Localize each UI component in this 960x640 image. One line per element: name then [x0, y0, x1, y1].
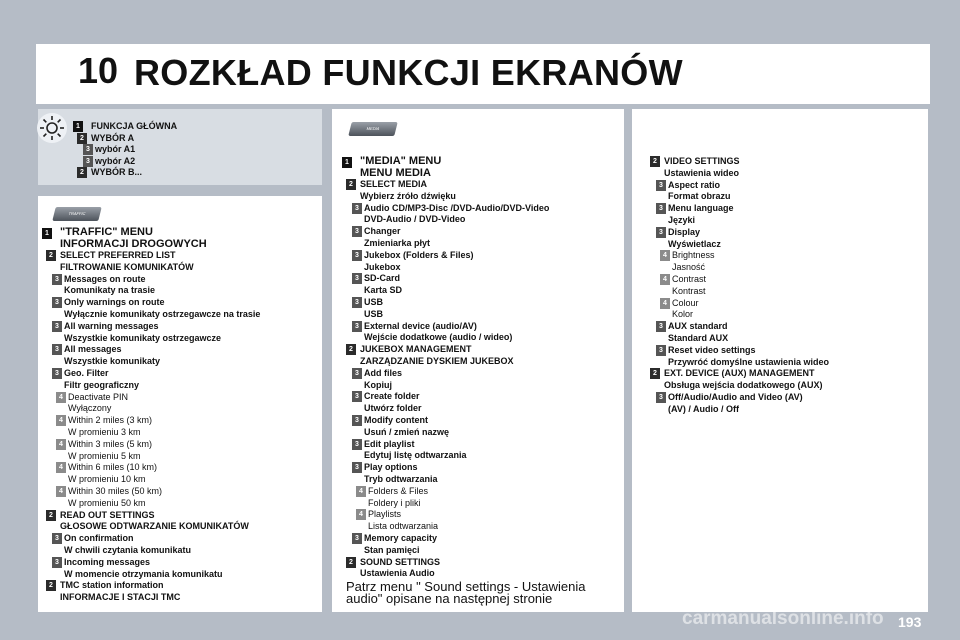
note-line-1: Patrz menu " Sound settings - Ustawienia	[346, 579, 586, 594]
level-4-badge: 4	[56, 392, 66, 403]
menu-item-text: W promieniu 10 km	[68, 474, 146, 485]
level-3-badge: 3	[83, 144, 93, 155]
menu-item-text: On confirmation	[64, 533, 134, 544]
menu-item-text: FILTROWANIE KOMUNIKATÓW	[60, 261, 194, 272]
menu-item-text: Utwórz folder	[364, 403, 422, 414]
menu-item-text: Only warnings on route	[64, 297, 165, 308]
menu-item-text: Ustawienia Audio	[360, 568, 435, 579]
menu-item-text: wybór A1	[95, 144, 136, 154]
level-4-badge: 4	[660, 298, 670, 309]
menu-item-text: W chwili czytania komunikatu	[64, 545, 192, 555]
menu-item-text: MENU MEDIA	[360, 167, 431, 179]
page-number: 193	[898, 614, 922, 630]
level-2-badge: 2	[46, 510, 56, 521]
menu-item-text: "TRAFFIC" MENU	[60, 226, 153, 238]
menu-item-text: SOUND SETTINGS	[360, 556, 441, 567]
menu-item-text: DVD-Audio / DVD-Video	[364, 214, 466, 225]
menu-item-text: Wszystkie komunikaty	[64, 356, 161, 367]
chapter-number: 10	[78, 50, 119, 91]
menu-item-text: Format obrazu	[668, 191, 731, 202]
menu-item-text: Wszystkie komunikaty ostrzegawcze	[64, 332, 222, 343]
menu-item-text: EXT. DEVICE (AUX) MANAGEMENT	[664, 368, 815, 379]
menu-item-text: Jukebox (Folders & Files)	[364, 249, 474, 260]
menu-item-text: Display	[668, 226, 701, 237]
menu-item-text: Filtr geograficzny	[64, 379, 140, 390]
page-title: ROZKŁAD FUNKCJI EKRANÓW	[134, 52, 683, 93]
menu-item-text: Add files	[364, 367, 403, 378]
level-3-badge: 3	[352, 368, 362, 379]
menu-item-text: USB	[364, 308, 384, 319]
menu-item-text: WYBÓR A	[91, 132, 135, 143]
level-2-badge: 2	[346, 179, 356, 190]
menu-item-text: Karta SD	[364, 285, 403, 296]
menu-item-text: Jasność	[672, 262, 706, 273]
level-2-badge: 2	[77, 133, 87, 144]
menu-item-text: Audio CD/MP3-Disc /DVD-Audio/DVD-Video	[364, 202, 550, 213]
level-2-badge: 2	[650, 368, 660, 379]
menu-item-text: Messages on route	[64, 273, 146, 284]
level-3-badge: 3	[352, 226, 362, 237]
level-2-badge: 2	[46, 250, 56, 261]
menu-item-text: Modify content	[364, 415, 428, 425]
menu-item-text: Reset video settings	[668, 344, 756, 355]
menu-item-text: TMC station information	[60, 580, 164, 591]
level-3-badge: 3	[352, 321, 362, 332]
menu-item-text: ZARZĄDZANIE DYSKIEM JUKEBOX	[360, 356, 514, 366]
level-3-badge: 3	[52, 533, 62, 544]
menu-item-text: Incoming messages	[64, 556, 151, 567]
menu-item-text: Lista odtwarzania	[368, 521, 439, 532]
menu-item-text: Brightness	[672, 250, 715, 261]
menu-item-text: SD-Card	[364, 273, 401, 284]
menu-item-text: VIDEO SETTINGS	[664, 156, 740, 166]
level-3-badge: 3	[352, 462, 362, 473]
menu-item-text: Edit playlist	[364, 438, 415, 449]
menu-item-text: Within 6 miles (10 km)	[68, 462, 158, 473]
menu-item-text: Playlists	[368, 509, 402, 520]
level-4-badge: 4	[56, 486, 66, 497]
menu-item-text: All warning messages	[64, 320, 159, 331]
level-4-badge: 4	[56, 415, 66, 426]
menu-item-text: Within 30 miles (50 km)	[68, 486, 163, 496]
level-4-badge: 4	[56, 439, 66, 450]
menu-item-text: Kontrast	[672, 285, 706, 296]
level-3-badge: 3	[352, 415, 362, 426]
menu-item-text: USB	[364, 297, 384, 307]
menu-item-text: W momencie otrzymania komunikatu	[64, 568, 223, 579]
menu-item-text: Przywróć domyślne ustawienia wideo	[668, 356, 830, 367]
menu-item-text: Ustawienia wideo	[664, 167, 740, 178]
menu-item-text: Tryb odtwarzania	[364, 474, 438, 484]
level-3-badge: 3	[352, 533, 362, 544]
level-2-badge: 2	[346, 344, 356, 355]
menu-item-text: SELECT PREFERRED LIST	[60, 250, 176, 260]
menu-item-text: W promieniu 50 km	[68, 497, 146, 508]
menu-item-text: Wyłączony	[68, 403, 112, 414]
level-2-badge: 2	[346, 557, 356, 568]
menu-item-text: AUX standard	[668, 321, 728, 332]
level-4-badge: 4	[660, 274, 670, 285]
menu-item-text: Stan pamięci	[364, 544, 420, 555]
level-3-badge: 3	[656, 227, 666, 238]
menu-item-text: "MEDIA" MENU	[360, 155, 442, 167]
menu-item-text: INFORMACJI DROGOWYCH	[60, 238, 207, 250]
menu-item-text: W promieniu 3 km	[68, 427, 141, 437]
level-4-badge: 4	[660, 250, 670, 261]
level-1-badge: 1	[342, 157, 352, 168]
level-2-badge: 2	[77, 167, 87, 178]
watermark: carmanualsonline.info	[682, 608, 884, 629]
menu-item-text: Memory capacity	[364, 533, 438, 543]
menu-item-text: READ OUT SETTINGS	[60, 509, 155, 520]
menu-item-text: Obsługa wejścia dodatkowego (AUX)	[664, 380, 823, 391]
level-4-badge: 4	[56, 462, 66, 473]
menu-item-text: Wyświetlacz	[668, 238, 721, 249]
menu-item-text: Play options	[364, 462, 418, 473]
menu-item-text: Within 2 miles (3 km)	[68, 415, 153, 426]
menu-item-text: (AV) / Audio / Off	[668, 403, 739, 414]
menu-item-text: Menu language	[668, 203, 734, 214]
menu-item-text: Wyłącznie komunikaty ostrzegawcze na trasie	[64, 309, 261, 319]
level-3-badge: 3	[52, 557, 62, 568]
level-1-badge: 1	[73, 121, 83, 132]
level-3-badge: 3	[352, 297, 362, 308]
level-3-badge: 3	[52, 321, 62, 332]
menu-item-text: Create folder	[364, 391, 420, 402]
level-2-badge: 2	[46, 580, 56, 591]
menu-item-text: Języki	[668, 215, 696, 225]
menu-item-text: Deactivate PIN	[68, 391, 129, 402]
level-3-badge: 3	[52, 344, 62, 355]
level-3-badge: 3	[352, 250, 362, 261]
brightness-icon	[36, 112, 68, 144]
menu-item-text: Changer	[364, 226, 401, 237]
menu-item-text: Komunikaty na trasie	[64, 285, 156, 296]
level-3-badge: 3	[656, 203, 666, 214]
menu-item-text: INFORMACJE I STACJI TMC	[60, 592, 181, 603]
level-3-badge: 3	[352, 391, 362, 402]
level-3-badge: 3	[656, 345, 666, 356]
level-3-badge: 3	[83, 156, 93, 167]
level-3-badge: 3	[52, 297, 62, 308]
level-3-badge: 3	[352, 273, 362, 284]
level-4-badge: 4	[356, 486, 366, 497]
menu-item-text: SELECT MEDIA	[360, 179, 428, 189]
menu-item-text: Contrast	[672, 274, 707, 284]
menu-item-text: External device (audio/AV)	[364, 320, 477, 331]
menu-item-text: All messages	[64, 344, 122, 355]
menu-item-text: Foldery i pliki	[368, 497, 421, 508]
menu-item-text: Kopiuj	[364, 379, 392, 390]
menu-item-text: Geo. Filter	[64, 368, 109, 378]
level-3-badge: 3	[52, 368, 62, 379]
menu-item-text: GŁOSOWE ODTWARZANIE KOMUNIKATÓW	[60, 521, 249, 532]
level-3-badge: 3	[352, 439, 362, 450]
level-3-badge: 3	[352, 203, 362, 214]
level-3-badge: 3	[656, 392, 666, 403]
menu-item-text: Colour	[672, 297, 699, 308]
menu-item-text: Standard AUX	[668, 333, 729, 343]
menu-item-text: Aspect ratio	[668, 179, 721, 190]
traffic-button: TRAFFIC	[52, 207, 101, 221]
level-4-badge: 4	[356, 509, 366, 520]
media-button: MEDIA	[348, 122, 397, 136]
menu-item-text: Wejście dodatkowe (audio / wideo)	[364, 332, 513, 343]
menu-item-text: Within 3 miles (5 km)	[68, 438, 153, 449]
menu-item-text: JUKEBOX MANAGEMENT	[360, 344, 472, 355]
level-3-badge: 3	[656, 321, 666, 332]
level-1-badge: 1	[42, 228, 52, 239]
menu-item-text: Off/Audio/Audio and Video (AV)	[668, 392, 803, 402]
menu-item-text: Jukebox	[364, 261, 401, 272]
menu-item-text: FUNKCJA GŁÓWNA	[91, 121, 178, 131]
level-3-badge: 3	[52, 274, 62, 285]
menu-item-text: Usuń / zmień nazwę	[364, 426, 450, 437]
menu-item-text: WYBÓR B...	[91, 167, 142, 177]
level-2-badge: 2	[650, 156, 660, 167]
menu-item-text: Wybierz źróło dźwięku	[360, 190, 456, 201]
menu-item-text: Edytuj listę odtwarzania	[364, 450, 467, 461]
menu-item-text: wybór A2	[95, 155, 136, 166]
level-3-badge: 3	[656, 180, 666, 191]
menu-item-text: Folders & Files	[368, 485, 429, 496]
note-line-2: audio" opisane na następnej stronie	[346, 591, 553, 606]
menu-item-text: Zmieniarka płyt	[364, 238, 431, 248]
menu-item-text: W promieniu 5 km	[68, 450, 141, 461]
menu-item-text: Kolor	[672, 309, 694, 320]
sound-settings-note	[346, 581, 585, 605]
